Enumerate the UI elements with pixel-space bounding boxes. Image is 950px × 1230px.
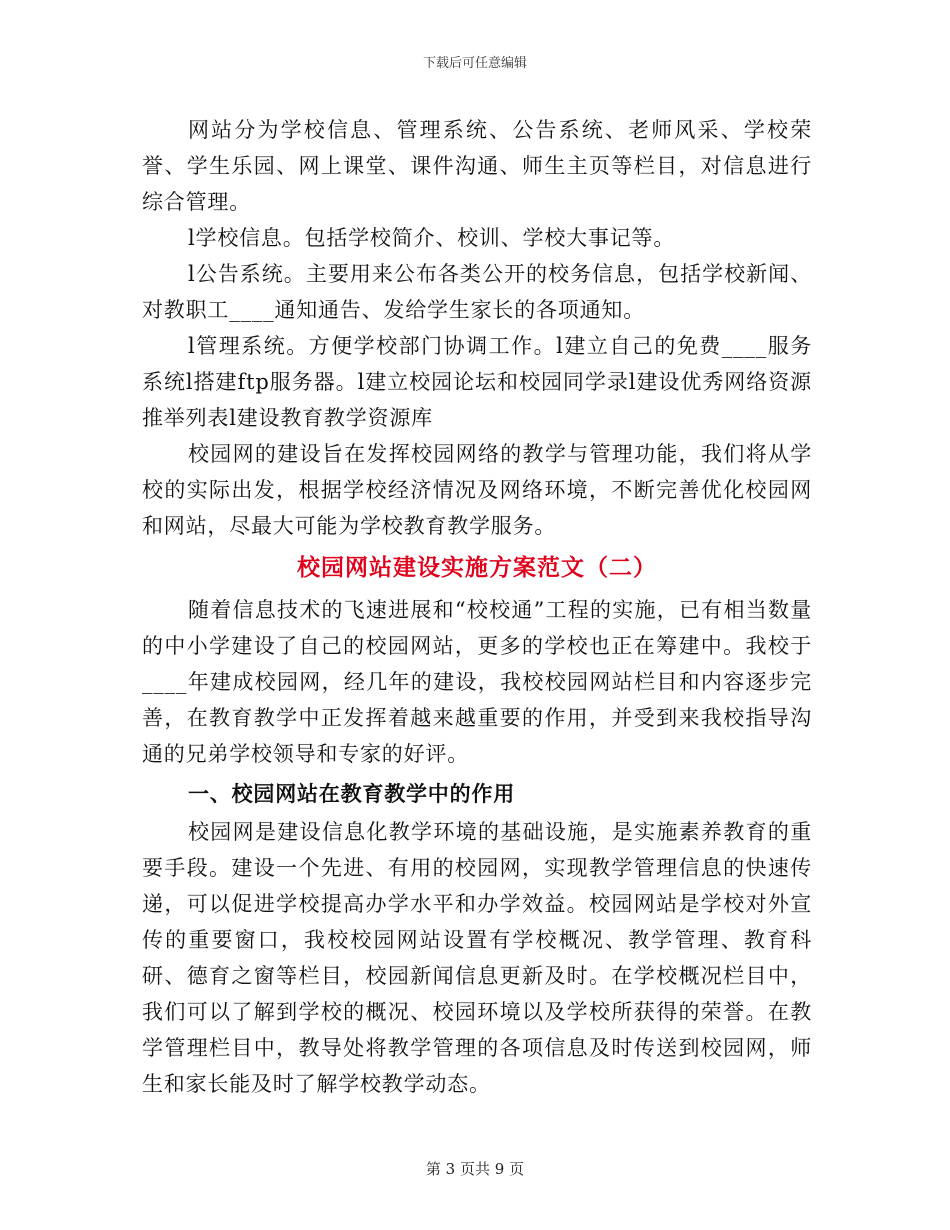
subheading-role: 一、校园网站在教育教学中的作用 — [188, 781, 515, 806]
page-footer: 第 3 页共 9 页 — [425, 1160, 525, 1178]
document-body — [142, 112, 812, 1102]
paragraph-school-info: l学校信息。包括学校简介、校训、学校大事记等。 — [188, 226, 676, 250]
paragraph-introduction: 随着信息技术的飞速进展和“校校通”工程的实施，已有相当数量的中小学建设了自己的校园网站，更多的学校也正在筹建中。我校于____年建成校园网，经几年的建设，我校校园网站栏目和内容逐步完善，在教育教学中正发挥着越来越重要的作用，并受到来我校指导沟通的兄弟学校领导和专家的好评。 — [142, 598, 812, 766]
paragraph-announcement-system: l公告系统。主要用来公布各类公开的校务信息，包括学校新闻、对教职工____通知通告、发给学生家长的各项通知。 — [142, 262, 812, 322]
paragraph-site-sections: 网站分为学校信息、管理系统、公告系统、老师风采、学校荣誉、学生乐园、网上课堂、课件沟通、师生主页等栏目，对信息进行综合管理。 — [142, 118, 812, 214]
paragraph-role-details: 校园网是建设信息化教学环境的基础设施，是实施素养教育的重要手段。建设一个先进、有用的校园网，实现教学管理信息的快速传递，可以促进学校提高办学水平和办学效益。校园网站是学校对外宣传的重要窗口，我校校园网站设置有学校概况、教学管理、教育科研、德育之窗等栏目，校园新闻信息更新及时。在学校概况栏目中，我们可以了解到学校的概况、校园环境以及学校所获得的荣誉。在教学管理栏目中，教导处将教学管理的各项信息及时传送到校园网，师生和家长能及时了解学校教学动态。 — [142, 820, 812, 1096]
paragraph-campus-network-goal: 校园网的建设旨在发挥校园网络的教学与管理功能，我们将从学校的实际出发，根据学校经济情况及网络环境，不断完善优化校园网和网站，尽最大可能为学校教育教学服务。 — [142, 442, 812, 538]
paragraph-management-system: l管理系统。方便学校部门协调工作。l建立自己的免费____服务系统l搭建ftp服务器。l建立校园论坛和校园同学录l建设优秀网络资源推举列表l建设教育教学资源库 — [142, 334, 812, 430]
section-title: 校园网站建设实施方案范文（二） — [297, 554, 657, 581]
page-header: 下载后可任意编辑 — [422, 56, 527, 71]
